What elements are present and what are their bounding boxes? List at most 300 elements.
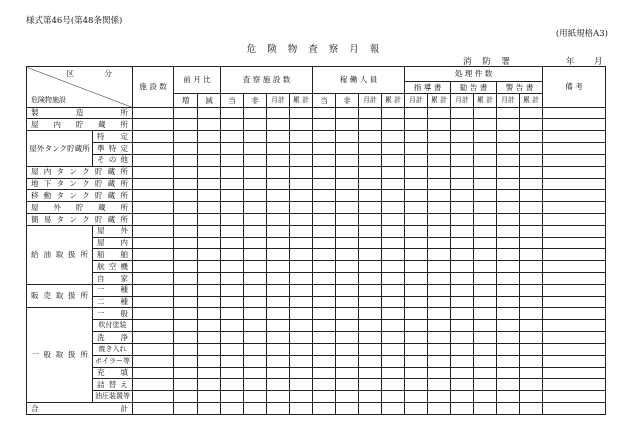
data-cell[interactable] <box>405 273 428 285</box>
data-cell[interactable] <box>428 343 451 355</box>
data-cell[interactable] <box>451 131 474 143</box>
data-cell[interactable] <box>451 391 474 403</box>
data-cell[interactable] <box>543 119 606 131</box>
data-cell[interactable] <box>428 261 451 273</box>
data-cell[interactable] <box>382 154 405 166</box>
data-cell[interactable] <box>382 355 405 367</box>
data-cell[interactable] <box>359 391 382 403</box>
data-cell[interactable] <box>133 249 174 261</box>
data-cell[interactable] <box>451 154 474 166</box>
data-cell[interactable] <box>520 308 543 320</box>
data-cell[interactable] <box>497 154 520 166</box>
data-cell[interactable] <box>313 202 336 214</box>
data-cell[interactable] <box>267 343 290 355</box>
data-cell[interactable] <box>543 343 606 355</box>
data-cell[interactable] <box>133 213 174 225</box>
data-cell[interactable] <box>359 379 382 391</box>
data-cell[interactable] <box>267 190 290 202</box>
data-cell[interactable] <box>474 225 497 237</box>
data-cell[interactable] <box>133 308 174 320</box>
data-cell[interactable] <box>382 391 405 403</box>
data-cell[interactable] <box>451 308 474 320</box>
data-cell[interactable] <box>382 296 405 308</box>
data-cell[interactable] <box>133 402 174 414</box>
data-cell[interactable] <box>133 355 174 367</box>
data-cell[interactable] <box>543 131 606 143</box>
data-cell[interactable] <box>174 308 198 320</box>
data-cell[interactable] <box>244 178 267 190</box>
data-cell[interactable] <box>382 284 405 296</box>
data-cell[interactable] <box>290 249 313 261</box>
data-cell[interactable] <box>428 202 451 214</box>
data-cell[interactable] <box>336 320 359 332</box>
data-cell[interactable] <box>198 225 221 237</box>
data-cell[interactable] <box>405 225 428 237</box>
data-cell[interactable] <box>290 237 313 249</box>
data-cell[interactable] <box>174 143 198 155</box>
data-cell[interactable] <box>474 343 497 355</box>
data-cell[interactable] <box>497 190 520 202</box>
data-cell[interactable] <box>174 391 198 403</box>
data-cell[interactable] <box>198 355 221 367</box>
data-cell[interactable] <box>313 213 336 225</box>
data-cell[interactable] <box>133 284 174 296</box>
data-cell[interactable] <box>451 178 474 190</box>
data-cell[interactable] <box>221 131 244 143</box>
data-cell[interactable] <box>428 131 451 143</box>
data-cell[interactable] <box>336 284 359 296</box>
data-cell[interactable] <box>382 332 405 344</box>
data-cell[interactable] <box>174 190 198 202</box>
data-cell[interactable] <box>198 284 221 296</box>
data-cell[interactable] <box>428 249 451 261</box>
data-cell[interactable] <box>198 131 221 143</box>
data-cell[interactable] <box>267 249 290 261</box>
data-cell[interactable] <box>451 273 474 285</box>
data-cell[interactable] <box>520 261 543 273</box>
data-cell[interactable] <box>474 107 497 119</box>
data-cell[interactable] <box>313 237 336 249</box>
data-cell[interactable] <box>244 166 267 178</box>
data-cell[interactable] <box>313 178 336 190</box>
data-cell[interactable] <box>543 379 606 391</box>
data-cell[interactable] <box>290 119 313 131</box>
data-cell[interactable] <box>451 261 474 273</box>
data-cell[interactable] <box>474 213 497 225</box>
data-cell[interactable] <box>244 332 267 344</box>
data-cell[interactable] <box>133 107 174 119</box>
data-cell[interactable] <box>313 343 336 355</box>
data-cell[interactable] <box>451 237 474 249</box>
data-cell[interactable] <box>336 402 359 414</box>
data-cell[interactable] <box>359 166 382 178</box>
data-cell[interactable] <box>336 296 359 308</box>
data-cell[interactable] <box>133 332 174 344</box>
data-cell[interactable] <box>267 154 290 166</box>
data-cell[interactable] <box>221 166 244 178</box>
data-cell[interactable] <box>174 402 198 414</box>
data-cell[interactable] <box>221 273 244 285</box>
data-cell[interactable] <box>174 343 198 355</box>
data-cell[interactable] <box>174 320 198 332</box>
data-cell[interactable] <box>267 225 290 237</box>
data-cell[interactable] <box>221 296 244 308</box>
data-cell[interactable] <box>133 166 174 178</box>
data-cell[interactable] <box>543 367 606 379</box>
data-cell[interactable] <box>474 355 497 367</box>
data-cell[interactable] <box>174 273 198 285</box>
data-cell[interactable] <box>336 178 359 190</box>
data-cell[interactable] <box>133 190 174 202</box>
data-cell[interactable] <box>290 202 313 214</box>
data-cell[interactable] <box>290 261 313 273</box>
data-cell[interactable] <box>313 296 336 308</box>
data-cell[interactable] <box>221 343 244 355</box>
data-cell[interactable] <box>133 296 174 308</box>
data-cell[interactable] <box>244 367 267 379</box>
data-cell[interactable] <box>133 131 174 143</box>
data-cell[interactable] <box>428 107 451 119</box>
data-cell[interactable] <box>174 131 198 143</box>
data-cell[interactable] <box>405 284 428 296</box>
data-cell[interactable] <box>221 379 244 391</box>
data-cell[interactable] <box>174 119 198 131</box>
data-cell[interactable] <box>497 213 520 225</box>
data-cell[interactable] <box>313 308 336 320</box>
data-cell[interactable] <box>405 154 428 166</box>
data-cell[interactable] <box>474 119 497 131</box>
data-cell[interactable] <box>474 190 497 202</box>
data-cell[interactable] <box>174 261 198 273</box>
data-cell[interactable] <box>133 178 174 190</box>
data-cell[interactable] <box>520 367 543 379</box>
data-cell[interactable] <box>313 402 336 414</box>
data-cell[interactable] <box>244 379 267 391</box>
data-cell[interactable] <box>382 320 405 332</box>
data-cell[interactable] <box>267 402 290 414</box>
data-cell[interactable] <box>543 261 606 273</box>
data-cell[interactable] <box>497 320 520 332</box>
data-cell[interactable] <box>221 178 244 190</box>
data-cell[interactable] <box>267 237 290 249</box>
data-cell[interactable] <box>221 202 244 214</box>
data-cell[interactable] <box>290 273 313 285</box>
data-cell[interactable] <box>474 296 497 308</box>
data-cell[interactable] <box>174 237 198 249</box>
data-cell[interactable] <box>428 320 451 332</box>
data-cell[interactable] <box>543 355 606 367</box>
data-cell[interactable] <box>405 249 428 261</box>
data-cell[interactable] <box>474 178 497 190</box>
data-cell[interactable] <box>474 131 497 143</box>
data-cell[interactable] <box>133 119 174 131</box>
data-cell[interactable] <box>198 249 221 261</box>
data-cell[interactable] <box>428 402 451 414</box>
data-cell[interactable] <box>244 225 267 237</box>
data-cell[interactable] <box>520 273 543 285</box>
data-cell[interactable] <box>451 143 474 155</box>
data-cell[interactable] <box>133 343 174 355</box>
data-cell[interactable] <box>198 107 221 119</box>
data-cell[interactable] <box>359 154 382 166</box>
data-cell[interactable] <box>336 166 359 178</box>
data-cell[interactable] <box>198 190 221 202</box>
data-cell[interactable] <box>221 355 244 367</box>
data-cell[interactable] <box>290 391 313 403</box>
data-cell[interactable] <box>174 154 198 166</box>
data-cell[interactable] <box>497 367 520 379</box>
data-cell[interactable] <box>428 190 451 202</box>
data-cell[interactable] <box>520 249 543 261</box>
data-cell[interactable] <box>313 249 336 261</box>
data-cell[interactable] <box>405 296 428 308</box>
data-cell[interactable] <box>198 237 221 249</box>
data-cell[interactable] <box>474 166 497 178</box>
data-cell[interactable] <box>313 332 336 344</box>
data-cell[interactable] <box>221 119 244 131</box>
data-cell[interactable] <box>198 178 221 190</box>
data-cell[interactable] <box>359 213 382 225</box>
data-cell[interactable] <box>133 379 174 391</box>
data-cell[interactable] <box>336 237 359 249</box>
data-cell[interactable] <box>359 143 382 155</box>
data-cell[interactable] <box>543 308 606 320</box>
data-cell[interactable] <box>428 166 451 178</box>
data-cell[interactable] <box>290 166 313 178</box>
data-cell[interactable] <box>359 237 382 249</box>
data-cell[interactable] <box>336 107 359 119</box>
data-cell[interactable] <box>451 332 474 344</box>
data-cell[interactable] <box>244 131 267 143</box>
data-cell[interactable] <box>428 332 451 344</box>
data-cell[interactable] <box>198 402 221 414</box>
data-cell[interactable] <box>497 308 520 320</box>
data-cell[interactable] <box>382 107 405 119</box>
data-cell[interactable] <box>497 355 520 367</box>
data-cell[interactable] <box>405 190 428 202</box>
data-cell[interactable] <box>520 237 543 249</box>
data-cell[interactable] <box>221 190 244 202</box>
data-cell[interactable] <box>543 284 606 296</box>
data-cell[interactable] <box>244 273 267 285</box>
data-cell[interactable] <box>520 178 543 190</box>
data-cell[interactable] <box>267 332 290 344</box>
data-cell[interactable] <box>244 119 267 131</box>
data-cell[interactable] <box>267 119 290 131</box>
data-cell[interactable] <box>497 391 520 403</box>
data-cell[interactable] <box>290 367 313 379</box>
data-cell[interactable] <box>497 225 520 237</box>
data-cell[interactable] <box>497 343 520 355</box>
data-cell[interactable] <box>451 107 474 119</box>
data-cell[interactable] <box>359 402 382 414</box>
data-cell[interactable] <box>405 355 428 367</box>
data-cell[interactable] <box>133 154 174 166</box>
data-cell[interactable] <box>405 202 428 214</box>
data-cell[interactable] <box>244 355 267 367</box>
data-cell[interactable] <box>382 261 405 273</box>
data-cell[interactable] <box>428 308 451 320</box>
data-cell[interactable] <box>359 190 382 202</box>
data-cell[interactable] <box>267 391 290 403</box>
data-cell[interactable] <box>451 213 474 225</box>
data-cell[interactable] <box>543 190 606 202</box>
data-cell[interactable] <box>497 107 520 119</box>
data-cell[interactable] <box>313 131 336 143</box>
data-cell[interactable] <box>313 166 336 178</box>
data-cell[interactable] <box>221 402 244 414</box>
data-cell[interactable] <box>336 154 359 166</box>
data-cell[interactable] <box>405 143 428 155</box>
data-cell[interactable] <box>133 367 174 379</box>
data-cell[interactable] <box>336 273 359 285</box>
data-cell[interactable] <box>359 355 382 367</box>
data-cell[interactable] <box>221 391 244 403</box>
data-cell[interactable] <box>313 225 336 237</box>
data-cell[interactable] <box>313 190 336 202</box>
data-cell[interactable] <box>382 379 405 391</box>
data-cell[interactable] <box>198 213 221 225</box>
data-cell[interactable] <box>359 367 382 379</box>
data-cell[interactable] <box>451 367 474 379</box>
data-cell[interactable] <box>174 284 198 296</box>
data-cell[interactable] <box>405 131 428 143</box>
data-cell[interactable] <box>267 379 290 391</box>
data-cell[interactable] <box>474 237 497 249</box>
data-cell[interactable] <box>174 332 198 344</box>
data-cell[interactable] <box>382 190 405 202</box>
data-cell[interactable] <box>520 166 543 178</box>
data-cell[interactable] <box>133 202 174 214</box>
data-cell[interactable] <box>313 367 336 379</box>
data-cell[interactable] <box>133 320 174 332</box>
data-cell[interactable] <box>359 261 382 273</box>
data-cell[interactable] <box>497 273 520 285</box>
data-cell[interactable] <box>267 131 290 143</box>
data-cell[interactable] <box>428 273 451 285</box>
data-cell[interactable] <box>133 391 174 403</box>
data-cell[interactable] <box>359 178 382 190</box>
data-cell[interactable] <box>520 320 543 332</box>
data-cell[interactable] <box>290 284 313 296</box>
data-cell[interactable] <box>520 107 543 119</box>
data-cell[interactable] <box>382 131 405 143</box>
data-cell[interactable] <box>198 119 221 131</box>
data-cell[interactable] <box>428 367 451 379</box>
data-cell[interactable] <box>474 332 497 344</box>
data-cell[interactable] <box>359 273 382 285</box>
data-cell[interactable] <box>405 308 428 320</box>
data-cell[interactable] <box>290 178 313 190</box>
data-cell[interactable] <box>198 332 221 344</box>
data-cell[interactable] <box>520 119 543 131</box>
data-cell[interactable] <box>382 402 405 414</box>
data-cell[interactable] <box>382 308 405 320</box>
data-cell[interactable] <box>451 296 474 308</box>
data-cell[interactable] <box>543 237 606 249</box>
data-cell[interactable] <box>543 391 606 403</box>
data-cell[interactable] <box>244 261 267 273</box>
data-cell[interactable] <box>405 237 428 249</box>
data-cell[interactable] <box>474 273 497 285</box>
data-cell[interactable] <box>174 178 198 190</box>
data-cell[interactable] <box>359 308 382 320</box>
data-cell[interactable] <box>313 379 336 391</box>
data-cell[interactable] <box>520 379 543 391</box>
data-cell[interactable] <box>244 213 267 225</box>
data-cell[interactable] <box>520 190 543 202</box>
data-cell[interactable] <box>451 190 474 202</box>
data-cell[interactable] <box>198 143 221 155</box>
data-cell[interactable] <box>221 367 244 379</box>
data-cell[interactable] <box>520 343 543 355</box>
data-cell[interactable] <box>405 213 428 225</box>
data-cell[interactable] <box>313 391 336 403</box>
data-cell[interactable] <box>474 320 497 332</box>
data-cell[interactable] <box>198 367 221 379</box>
data-cell[interactable] <box>267 355 290 367</box>
data-cell[interactable] <box>244 107 267 119</box>
data-cell[interactable] <box>405 166 428 178</box>
data-cell[interactable] <box>497 119 520 131</box>
data-cell[interactable] <box>290 296 313 308</box>
data-cell[interactable] <box>133 237 174 249</box>
data-cell[interactable] <box>405 379 428 391</box>
data-cell[interactable] <box>428 391 451 403</box>
data-cell[interactable] <box>267 166 290 178</box>
data-cell[interactable] <box>428 296 451 308</box>
data-cell[interactable] <box>244 402 267 414</box>
data-cell[interactable] <box>244 308 267 320</box>
data-cell[interactable] <box>198 343 221 355</box>
data-cell[interactable] <box>543 202 606 214</box>
data-cell[interactable] <box>543 178 606 190</box>
data-cell[interactable] <box>221 249 244 261</box>
data-cell[interactable] <box>267 320 290 332</box>
data-cell[interactable] <box>497 332 520 344</box>
data-cell[interactable] <box>244 237 267 249</box>
data-cell[interactable] <box>133 225 174 237</box>
data-cell[interactable] <box>336 379 359 391</box>
data-cell[interactable] <box>474 391 497 403</box>
data-cell[interactable] <box>451 166 474 178</box>
data-cell[interactable] <box>244 190 267 202</box>
data-cell[interactable] <box>244 320 267 332</box>
data-cell[interactable] <box>543 320 606 332</box>
data-cell[interactable] <box>313 261 336 273</box>
data-cell[interactable] <box>221 107 244 119</box>
data-cell[interactable] <box>198 391 221 403</box>
data-cell[interactable] <box>428 379 451 391</box>
data-cell[interactable] <box>174 379 198 391</box>
data-cell[interactable] <box>267 296 290 308</box>
data-cell[interactable] <box>198 261 221 273</box>
data-cell[interactable] <box>359 119 382 131</box>
data-cell[interactable] <box>336 343 359 355</box>
data-cell[interactable] <box>405 178 428 190</box>
data-cell[interactable] <box>290 143 313 155</box>
data-cell[interactable] <box>359 332 382 344</box>
data-cell[interactable] <box>267 284 290 296</box>
data-cell[interactable] <box>174 249 198 261</box>
data-cell[interactable] <box>290 355 313 367</box>
data-cell[interactable] <box>474 308 497 320</box>
data-cell[interactable] <box>359 131 382 143</box>
data-cell[interactable] <box>428 213 451 225</box>
data-cell[interactable] <box>221 237 244 249</box>
data-cell[interactable] <box>405 391 428 403</box>
data-cell[interactable] <box>336 143 359 155</box>
